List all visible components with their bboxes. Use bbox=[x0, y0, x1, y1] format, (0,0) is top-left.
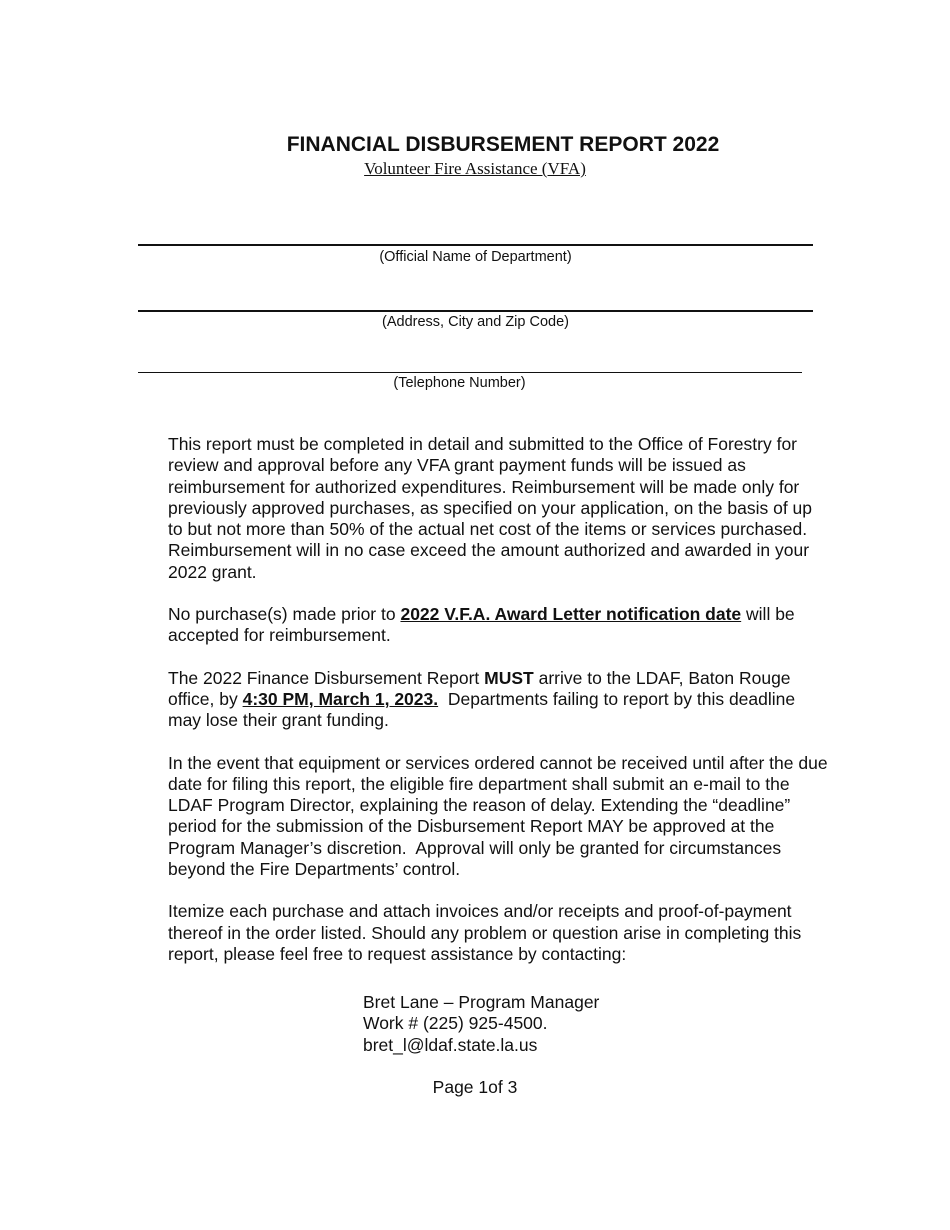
deadline-date: 4:30 PM, March 1, 2023. bbox=[242, 688, 439, 709]
contact-name: Bret Lane – Program Manager bbox=[363, 992, 600, 1012]
paragraph-purpose: This report must be completed in detail and submitted to the Office of Forestry for review and approval before any VFA grant payment funds will be issued as reimbursement for authorized expenditures. Reimbursement will be made only for previously approved purchases, as specified on your application, on the basis of up to but not more than 50% of the actual net cost of the items or services purchased. Reimbursement will in no case exceed the amount authorized and awarded in your 2022 grant. bbox=[168, 434, 813, 582]
department-name-line bbox=[138, 244, 813, 246]
paragraph-deadline: The 2022 Finance Disbursement Report MUST arrive to the LDAF, Baton Rouge office, by 4:30 PM, March 1, 2023. Departments failing to report by this deadline may lose their grant funding. bbox=[168, 667, 800, 731]
address-line bbox=[138, 310, 813, 312]
paragraph-extension: In the event that equipment or services ordered cannot be received until after the due date for filing this report, the eligible fire department shall submit an e-mail to the LDAF Program Director, explaining the reason of delay. Extending the “deadline” period for the submission of the Disbursement Report MAY be approved at the Program Manager’s discretion. Approval will only be granted for circumstances beyond the Fire Departments’ control. bbox=[168, 752, 833, 880]
telephone-line bbox=[138, 372, 802, 373]
department-name-label: (Official Name of Department) bbox=[379, 249, 572, 265]
contact-block bbox=[363, 992, 599, 1056]
report-subtitle: Volunteer Fire Assistance (VFA) bbox=[364, 159, 586, 178]
paragraph-itemize: Itemize each purchase and attach invoices and/or receipts and proof-of-payment thereof in the order listed. Should any problem or question arise in completing this report, please feel free to request assistance by contacting: bbox=[168, 901, 802, 964]
contact-email[interactable]: bret_l@ldaf.state.la.us bbox=[363, 1034, 538, 1055]
paragraph-purchase-date: No purchase(s) made prior to 2022 V.F.A. Award Letter notification date will be accepted for reimbursement. bbox=[168, 604, 795, 646]
page-number: Page 1of 3 bbox=[432, 1077, 518, 1097]
address-label: (Address, City and Zip Code) bbox=[382, 314, 569, 330]
must-emphasis: MUST bbox=[484, 667, 534, 688]
telephone-label: (Telephone Number) bbox=[393, 375, 526, 391]
instructions-body bbox=[168, 434, 833, 986]
report-title: FINANCIAL DISBURSEMENT REPORT 2022 bbox=[286, 133, 720, 156]
contact-phone: Work # (225) 925-4500. bbox=[363, 1013, 548, 1034]
award-letter-date-emphasis: 2022 V.F.A. Award Letter notification date bbox=[400, 604, 742, 625]
